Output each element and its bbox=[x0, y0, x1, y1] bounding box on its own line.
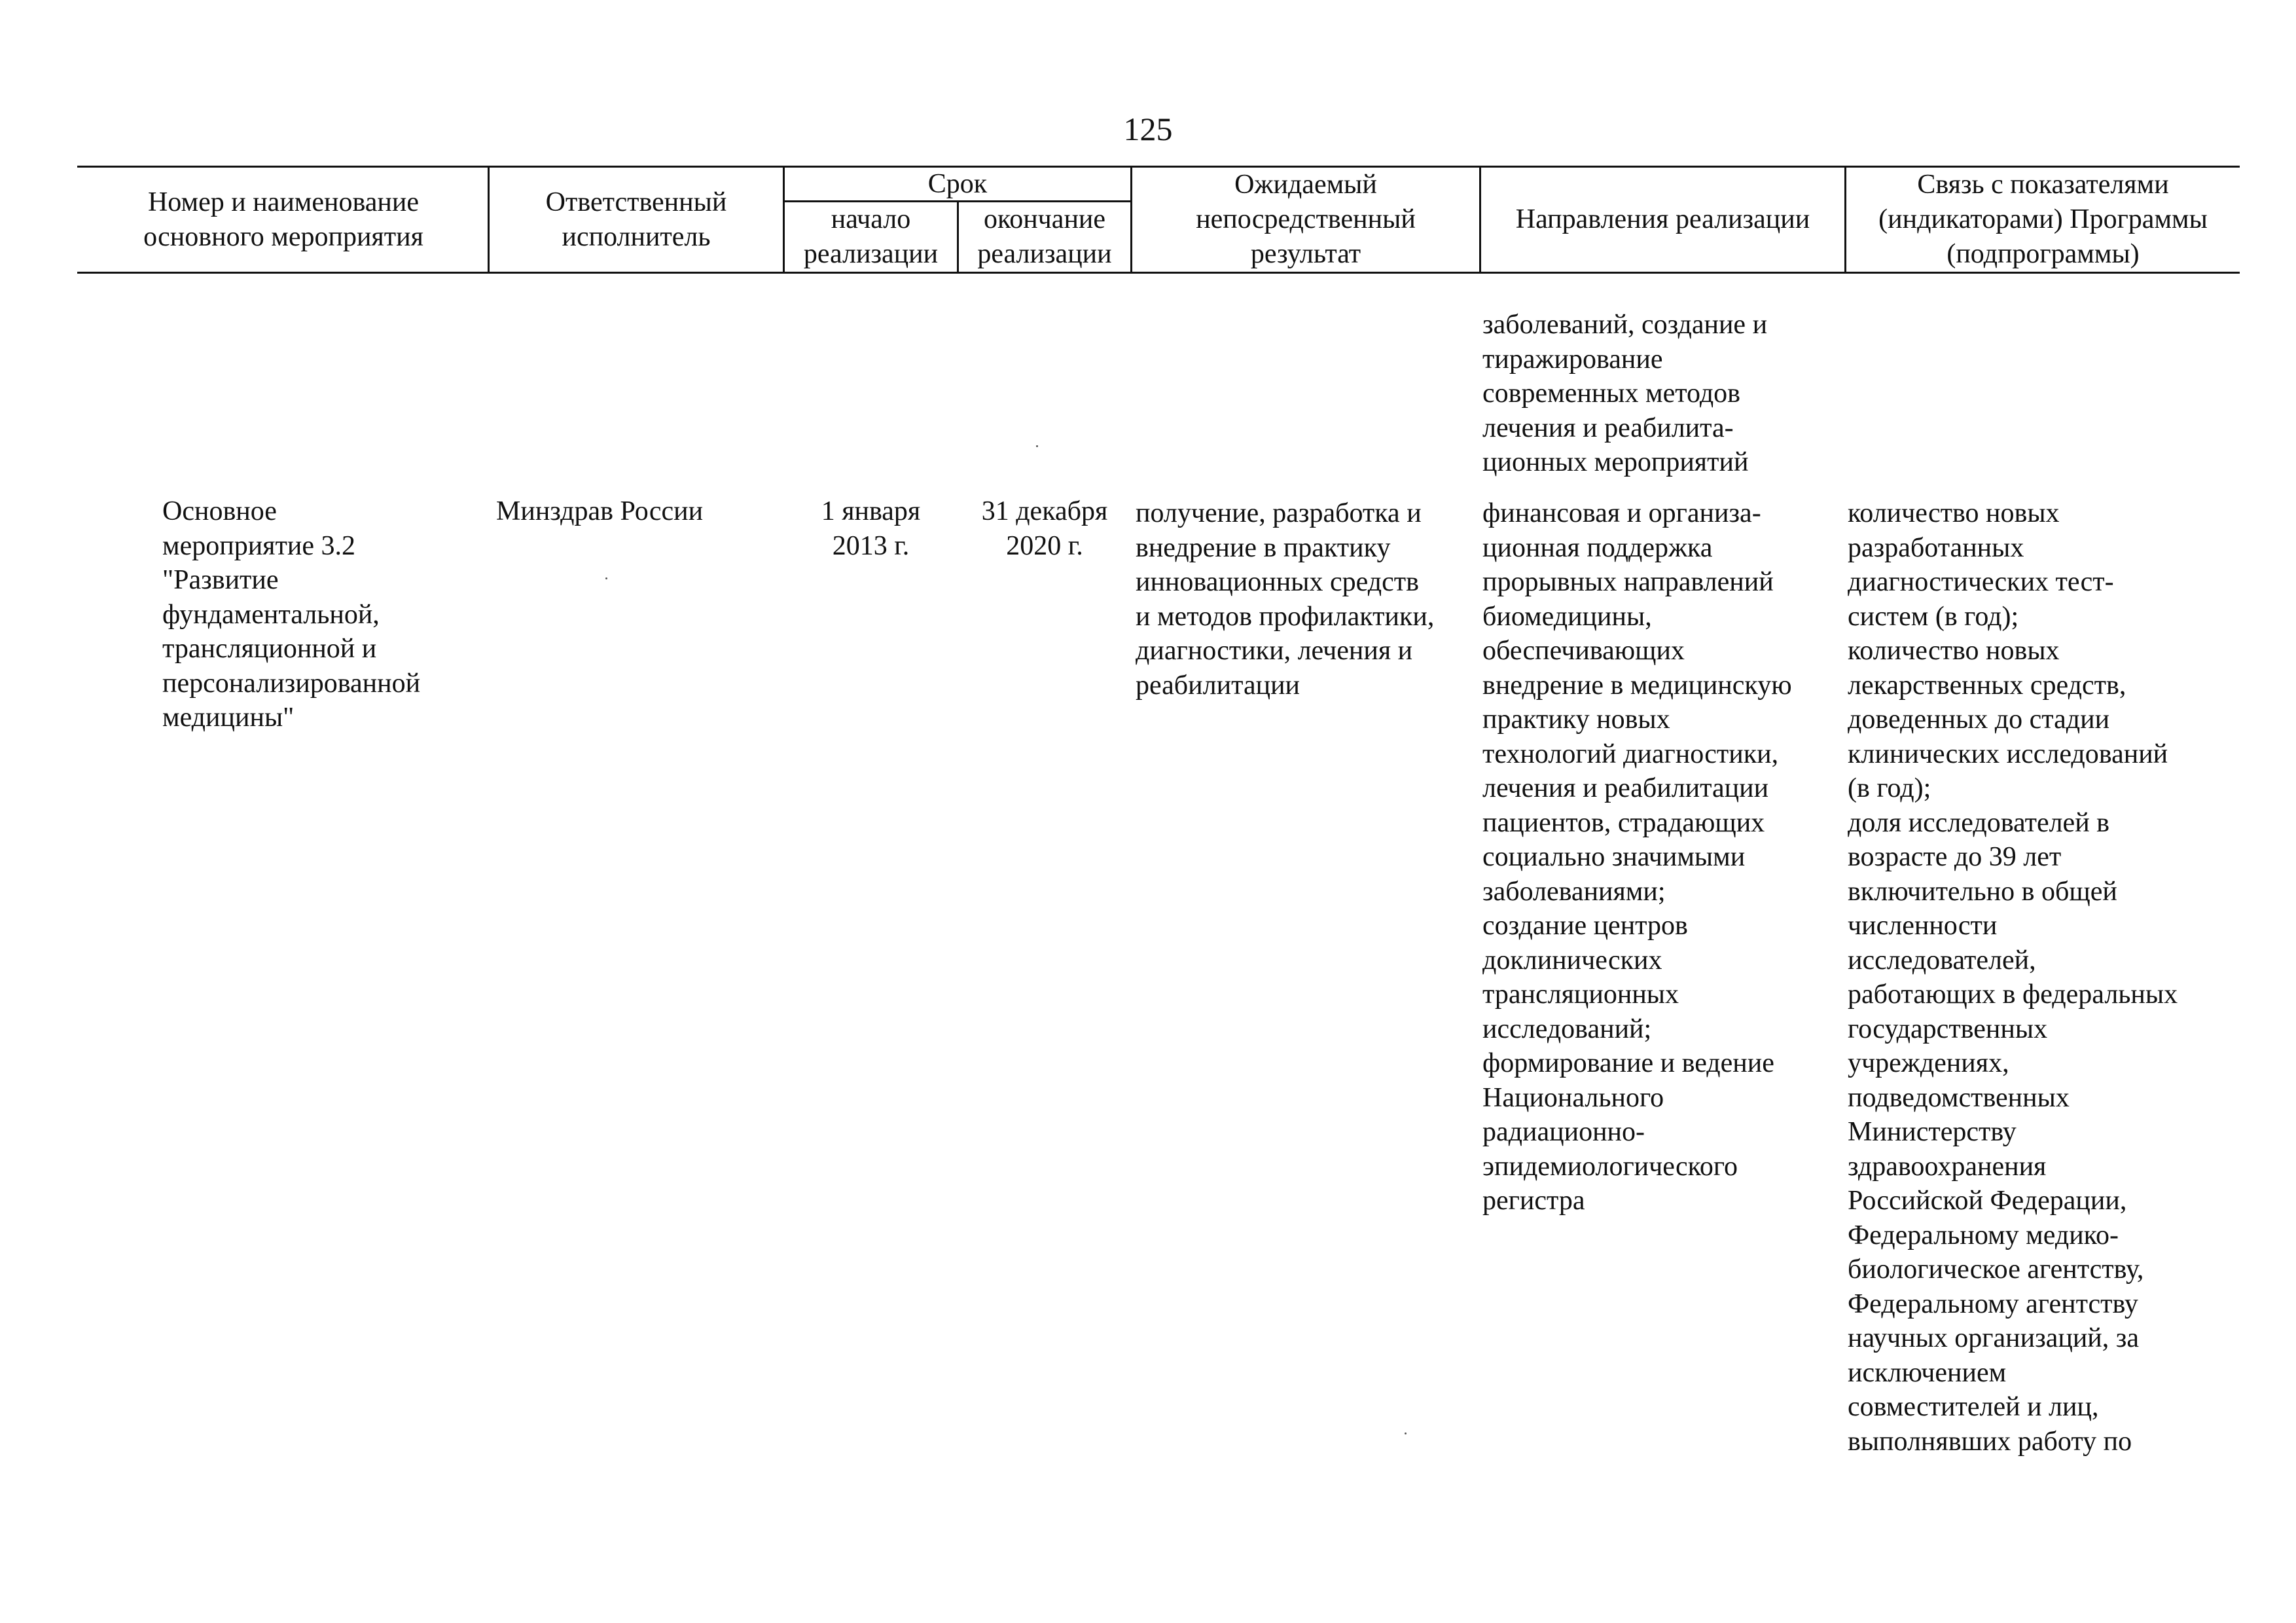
header-term-start: начало реализации bbox=[803, 204, 939, 269]
scan-speck bbox=[1405, 1432, 1407, 1434]
header-result: Ожидаемый непосредственный результат bbox=[1196, 170, 1416, 269]
end-date: 31 декабря 2020 г. bbox=[981, 496, 1108, 561]
program-indicators: количество новых разработанных диагностических тест- систем (в год); количество новых лекарственных средств, доведенных до стадии клинических исследований (в год); доля исследователей в возрасте до 39 лет включительно в общей численности исследователей, работающих в федеральных государственных учреждениях, подведомственных Министерству здравоохранения Российской Федерации, Федеральному медико- биологическое агентству, Федеральному агентству научных организаций, за исключением совместителей и лиц, выполнявших работу по bbox=[1848, 498, 2178, 1457]
scan-speck bbox=[1036, 445, 1038, 447]
page-number: 125 bbox=[1123, 111, 1173, 147]
header-term-end: окончание реализации bbox=[977, 204, 1112, 269]
header-indicators: Связь с показателями (индикаторами) Программы (подпрограммы) bbox=[1878, 170, 2208, 269]
responsible-executor: Минздрав России bbox=[496, 496, 704, 526]
header-executor: Ответственный исполнитель bbox=[545, 187, 727, 252]
header-event: Номер и наименование основного мероприятия bbox=[143, 187, 423, 252]
header-bottom-rule bbox=[77, 272, 2240, 274]
expected-result: получение, разработка и внедрение в практику инновационных средств и методов профилактики, диагностики, лечения и реабилитации bbox=[1136, 498, 1435, 701]
header-directions: Направления реализации bbox=[1515, 204, 1810, 234]
event-name: Основное мероприятие 3.2 "Развитие фундаментальной, трансляционной и персонализированной медицины" bbox=[162, 496, 421, 733]
scan-speck bbox=[605, 577, 607, 579]
header-term: Срок bbox=[927, 168, 988, 199]
table-header-grid bbox=[0, 0, 2296, 288]
start-date: 1 января 2013 г. bbox=[821, 496, 921, 561]
implementation-directions: финансовая и организа- ционная поддержка прорывных направлений биомедицины, обеспечивающих внедрение в медицинскую практику новых технологий диагностики, лечения и реабилитации пациентов, страдающих социально значимыми заболеваниями; создание центров доклинических трансляционных исследований; формирование и ведение Национального радиационно- эпидемиологического регистра bbox=[1482, 498, 1792, 1216]
continuation-directions: заболеваний, создание и тиражирование современных методов лечения и реабилита- ционных мероприятий bbox=[1482, 310, 1768, 477]
